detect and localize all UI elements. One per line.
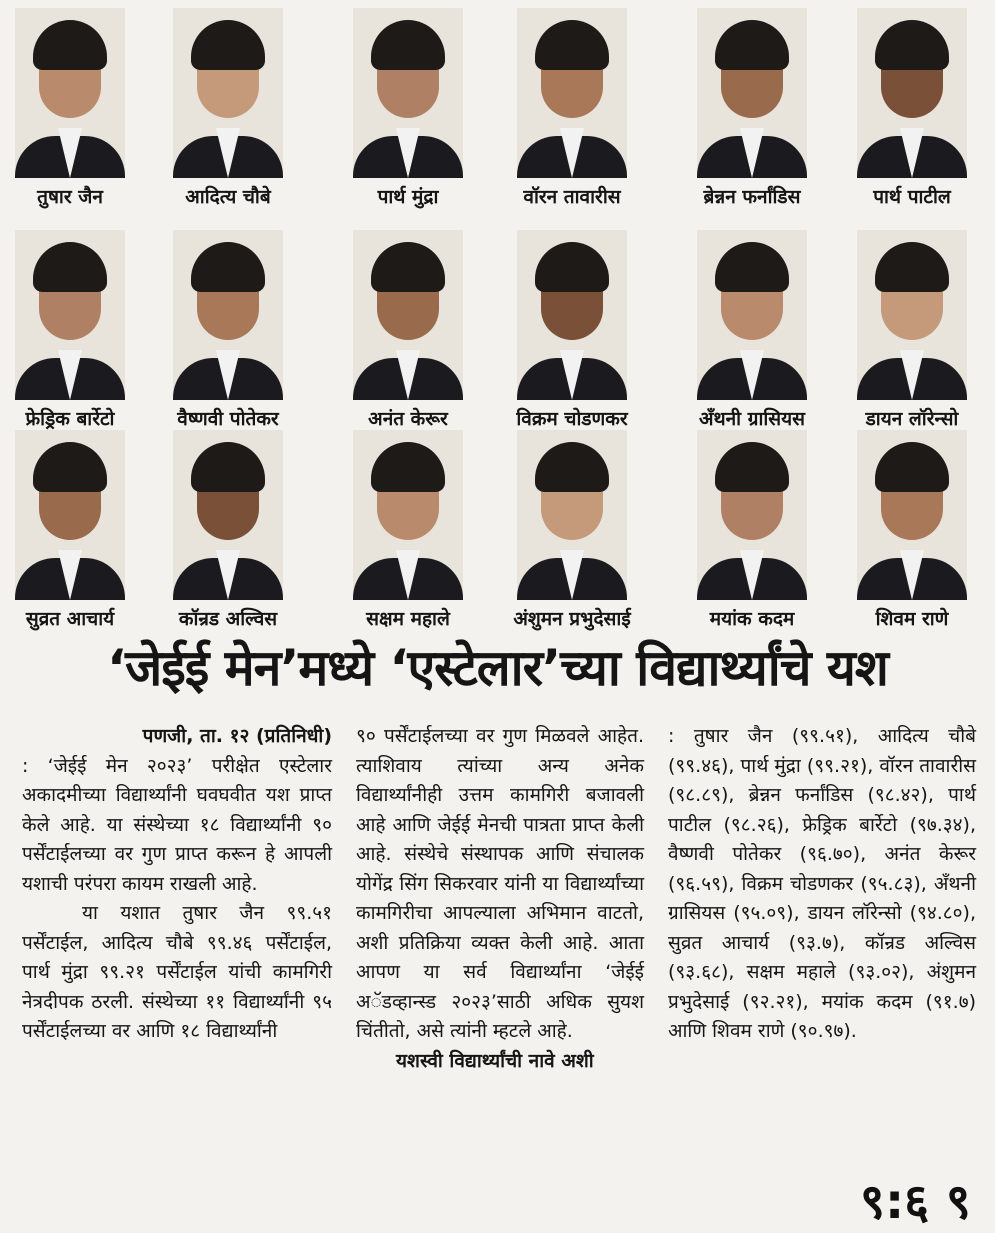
student-card [333, 230, 483, 440]
student-card [153, 430, 303, 640]
article-column-3 [668, 722, 976, 1047]
student-photo [697, 230, 807, 400]
student-photo [353, 230, 463, 400]
student-photo [15, 230, 125, 400]
student-name: विक्रम चोडणकर [516, 408, 628, 430]
student-card [333, 8, 483, 218]
results-list: : तुषार जैन (९९.५१), आदित्य चौबे (९९.४६), पार्थ मुंद्रा (९९.२१), वॉरन तावारीस (९८.८९), ब्रेन्नन फर्नांडिस (९८.४२), पार्थ पाटील (९८.२६), फ्रेड्रिक बार्रेटो (९७.३४), वैष्णवी पोतेकर (९६.७०), अनंत केरूर (९६.५९), विक्रम चोडणकर (९५.८३), अँथनी ग्रासियस (९५.०९), डायन लॉरेन्सो (९४.८०), सुव्रत आचार्य (९३.७), कॉन्रड अल्विस (९३.६८), सक्षम महाले (९३.०२), अंशुमन प्रभुदेसाई (९२.२१), मयांक कदम (९१.७) आणि शिवम राणे (९०.९७). [668, 725, 976, 1042]
student-card [153, 8, 303, 218]
student-name: पार्थ पाटील [873, 186, 951, 208]
student-name: आदित्य चौबे [185, 186, 271, 208]
article-paragraph: ९० पर्सेंटाईलच्या वर गुण मिळवले आहेत. त्याशिवाय त्यांच्या अन्य अनेक विद्यार्थ्यांनीही उत्तम कामगिरी बजावली आहे आणि जेईई मेनची पात्रता प्राप्त केली आहे. संस्थेचे संस्थापक आणि संचालक योगेंद्र सिंग सिकरवार यांनी या विद्यार्थ्यांच्या कामगिरीचा आपल्याला अभिमान वाटतो, अशी प्रतिक्रिया व्यक्त केली आहे. आता आपण या सर्व विद्यार्थ्यांना ‘जेईई अॅडव्हान्स्ड २०२३’साठी अधिक सुयश चिंतीतो, असे त्यांनी म्हटले आहे. [356, 725, 644, 1042]
student-card [837, 8, 987, 218]
photo-row [0, 230, 995, 440]
student-card [497, 230, 647, 440]
student-card [497, 8, 647, 218]
student-card [837, 230, 987, 440]
article-column-2 [356, 722, 644, 1076]
subheading: यशस्वी विद्यार्थ्यांची नावे अशी [396, 1049, 594, 1072]
student-photo [353, 430, 463, 600]
photo-row [0, 430, 995, 640]
student-name: ब्रेन्नन फर्नांडिस [703, 186, 801, 208]
student-photo [517, 8, 627, 178]
student-name: डायन लॉरेन्सो [865, 408, 959, 430]
photo-row [0, 8, 995, 218]
student-card [333, 430, 483, 640]
student-photo [173, 8, 283, 178]
student-card [497, 430, 647, 640]
student-photo [173, 230, 283, 400]
student-card [153, 230, 303, 440]
student-name: फ्रेड्रिक बार्रेटो [25, 408, 115, 430]
student-card [0, 230, 145, 440]
student-photo [173, 430, 283, 600]
article-paragraph: या यशात तुषार जैन ९९.५१ पर्सेंटाईल, आदित्य चौबे ९९.४६ पर्सेंटाईल, पार्थ मुंद्रा ९९.२१ पर्सेंटाईल यांची कामगिरी नेत्रदीपक ठरली. संस्थेच्या ११ विद्यार्थ्यांनी ९५ पर्सेंटाईलच्या वर आणि १८ विद्यार्थ्यांनी [22, 902, 332, 1042]
student-card [837, 430, 987, 640]
student-photo [517, 230, 627, 400]
student-photo [857, 230, 967, 400]
student-name: अँथनी ग्रासियस [698, 408, 805, 430]
student-name: तुषार जैन [37, 186, 103, 208]
student-card [677, 430, 827, 640]
student-card [677, 8, 827, 218]
student-name: मयांक कदम [709, 608, 795, 630]
student-card [677, 230, 827, 440]
student-name: वॉरन तावारीस [523, 186, 621, 208]
student-photo [857, 8, 967, 178]
article-paragraph: : ‘जेईई मेन २०२३’ परीक्षेत एस्टेलार अकादमीच्या विद्यार्थ्यांनी घवघवीत यश प्राप्त केले आहे. या संस्थेच्या १८ विद्यार्थ्यांनी ९० पर्सेंटाईलच्या वर गुण प्राप्त करून हे आपली यशाची परंपरा कायम राखली आहे. [22, 754, 332, 895]
student-name: सक्षम महाले [366, 608, 450, 630]
student-photo [857, 430, 967, 600]
student-name: वैष्णवी पोतेकर [177, 408, 279, 430]
student-photo [517, 430, 627, 600]
student-photo [353, 8, 463, 178]
article-column-1 [22, 722, 332, 1047]
student-photo [697, 8, 807, 178]
student-photo [15, 8, 125, 178]
student-card [0, 430, 145, 640]
cropped-text-fragment: ९:६ ९ [860, 1174, 971, 1230]
student-name: अनंत केरूर [368, 408, 448, 430]
headline: ‘जेईई मेन’मध्ये ‘एस्टेलार’च्या विद्यार्थ्यांचे यश [107, 639, 888, 697]
student-name: पार्थ मुंद्रा [377, 186, 439, 208]
student-photo [15, 430, 125, 600]
student-name: शिवम राणे [875, 608, 949, 630]
student-name: सुव्रत आचार्य [25, 608, 115, 630]
student-name: कॉन्रड अल्विस [178, 608, 278, 630]
student-card [0, 8, 145, 218]
dateline: पणजी, ता. १२ (प्रतिनिधी) [142, 725, 332, 747]
student-name: अंशुमन प्रभुदेसाई [513, 608, 631, 630]
student-photo [697, 430, 807, 600]
